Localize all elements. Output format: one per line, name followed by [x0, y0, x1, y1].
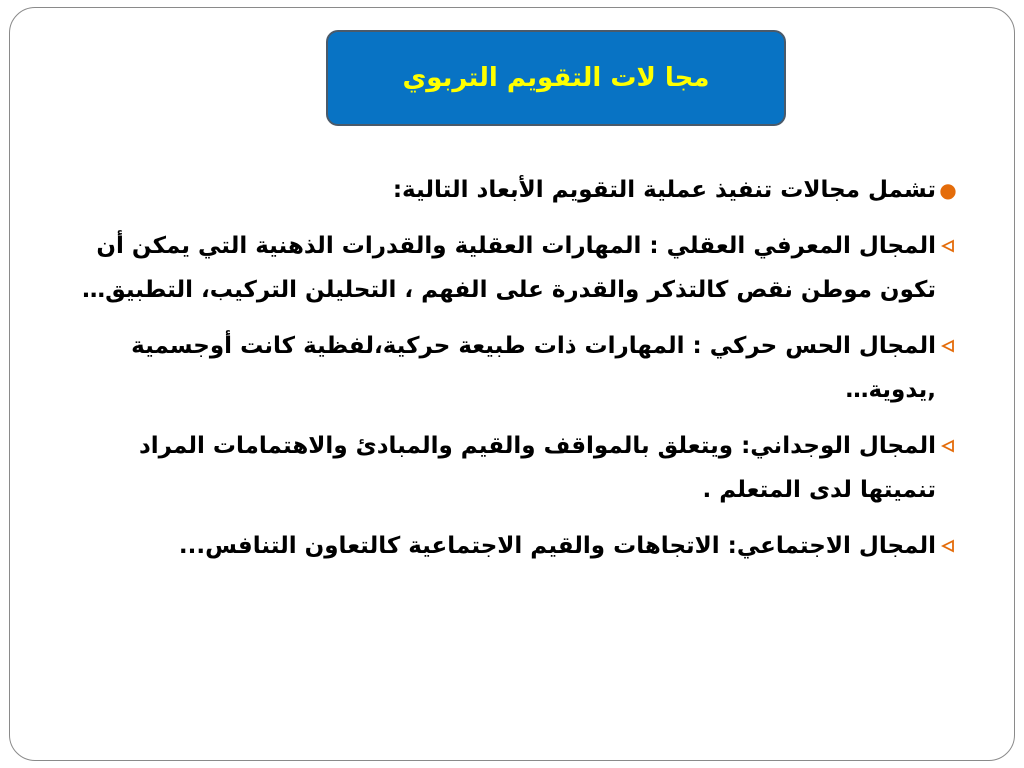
list-item-text: المجال الوجداني: ويتعلق بالمواقف والقيم والمبادئ والاهتمامات المراد تنميتها لدى المتعلم .	[138, 433, 936, 503]
list-item-text: المجال الاجتماعي: الاتجاهات والقيم الاجتماعية كالتعاون التنافس...	[178, 533, 936, 559]
list-item	[70, 524, 960, 568]
arrowhead-bullet-icon	[936, 224, 960, 268]
title-box	[326, 30, 786, 126]
round-bullet-icon: ●	[939, 178, 957, 202]
list-item	[70, 324, 960, 412]
intro-text: تشمل مجالات تنفيذ عملية التقويم الأبعاد التالية:	[392, 177, 936, 203]
list-item-text: المجال المعرفي العقلي : المهارات العقلية والقدرات الذهنية التي يمكن أن تكون موطن نقص كالتذكر والقدرة على الفهم ، التحليلن التركيب، التطبيق…	[82, 233, 936, 303]
list-item	[70, 224, 960, 312]
arrowhead-bullet-icon	[936, 524, 960, 568]
arrowhead-bullet-icon	[936, 424, 960, 468]
list-item	[70, 424, 960, 512]
slide-title: مجا لات التقويم التربوي	[402, 63, 710, 93]
bullet-list	[70, 168, 960, 580]
intro-item	[70, 168, 960, 212]
list-item-text: المجال الحس حركي : المهارات ذات طبيعة حركية،لفظية كانت أوجسمية ,يدوية…	[131, 333, 936, 403]
arrowhead-bullet-icon	[936, 324, 960, 368]
